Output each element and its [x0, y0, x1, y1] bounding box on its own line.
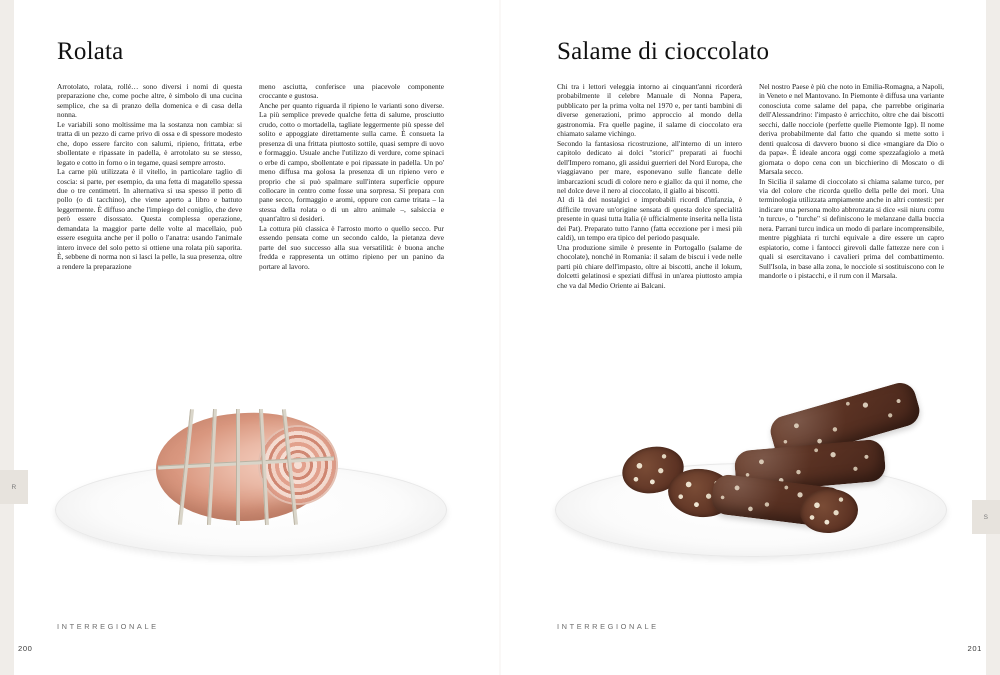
- right-page: [500, 0, 1000, 675]
- paragraph: Secondo la fantasiosa ricostruzione, all'interno di un intero capitolo dedicato ai dolci "storici" preparati ai fuochi dell'Impero romano, gli assidui guerrieri del Nord Europa, che viaggiavano per mare, esponevano sulle fiancate delle imbarcazioni scudi di colore nero e giallo: da qui il nome, che nel dolce deve il nero al cioccolato, il giallo ai biscotti.: [557, 138, 742, 195]
- paragraph: meno asciutta, conferisce una piacevole componente croccante e gustosa.: [259, 82, 444, 101]
- paragraph: Anche per quanto riguarda il ripieno le varianti sono diverse. La più semplice prevede qualche fetta di salume, prosciutto crudo, cotto o mortadella, tagliate leggermente più spesse del solito e appoggiate direttamente sulla carne. È consueta la presenza di una frittata piuttosto sottile, quasi sempre di uovo e formaggio. Usuale anche l'utilizzo di verdure, come spinaci o erbe di campo, sbollentate e poi ripassate in padella. Un po' meno diffusa ma golosa la presenza di un ripieno vero e proprio che si può spalmare sull'intera superficie oppure collocare in centro come fosse una sorpresa. Si prepara con pane secco, formaggio e aromi, oppure con carne tritata – la stessa della rolata o di un altro animale –, salsiccia e quant'altro si desideri.: [259, 100, 444, 224]
- folio-left: 200: [18, 644, 33, 653]
- footer-label-right: INTERREGIONALE: [557, 622, 659, 631]
- paragraph: La cottura più classica è l'arrosto morto o quello secco. Pur essendo pensata come un secondo caldo, la pietanza deve parte del suo successo alla sua versatilità: è buona anche fredda e rappresenta un ottimo ripieno per un panino da portare al lavoro.: [259, 223, 444, 271]
- paragraph: Arrotolato, rolata, rollé… sono diversi i nomi di questa preparazione che, come poche altre, è simbolo di una cucina semplice, che sa di pranzo della domenica e di casa della nonna.: [57, 82, 242, 120]
- salame-di-cioccolato-illustration: [500, 385, 1000, 615]
- paragraph: Nel nostro Paese è più che noto in Emilia-Romagna, a Napoli, in Veneto e nel Mantovano. In Piemonte è diffusa una variante conosciuta come salame del papa, che parrebbe originaria dell'Alessandrino: l'impasto è arricchito, oltre che dai biscotti secchi, dalle nocciole (perfette quelle Piemonte Igp). Il nome deriva probabilmente dal fatto che quando si mette sotto i denti qualcosa di davvero buono si dice «mangiare da Dio o da papa». È ideale ancora oggi come spezzafagiolo a metà giornata o dopo cena con un bicchierino di Moscato o di Marsala secco.: [759, 82, 944, 177]
- left-page-columns: [57, 82, 445, 271]
- book-gutter: [499, 0, 501, 675]
- right-column-1: [557, 82, 742, 290]
- thumb-tab-right: S: [972, 500, 1000, 534]
- footer-label-left: INTERREGIONALE: [57, 622, 159, 631]
- page-title-right: Salame di cioccolato: [557, 38, 770, 65]
- chocolate-salami-slice-3: [799, 487, 860, 535]
- paragraph: Le variabili sono moltissime ma la sostanza non cambia: si tratta di un pezzo di carne privo di ossa e di spessore modesto che, dopo essere farcito con salumi, ripieno, frittata, erbe sbollentate e ripassate in padella, è arrotolato su se stesso, legato e cotto in forno o in tegame, quasi sempre arrosto.: [57, 119, 242, 167]
- paragraph: Una produzione simile è presente in Portogallo (salame de chocolate), nonché in Romania: il salam de biscui i vede nelle parti più chiare dell'impasto, oltre ai biscotti, anche il lokum, dolcetti gelatinosi e speziati diffusi in un'area piuttosto ampia che va dal Medio Oriente ai Balcani.: [557, 242, 742, 290]
- thumb-tab-left: R: [0, 470, 28, 504]
- left-column-1: [57, 82, 242, 271]
- left-column-2: [259, 82, 444, 271]
- folio-right: 201: [967, 644, 982, 653]
- paragraph: La carne più utilizzata è il vitello, in particolare taglio di coscia: si parte, per esempio, da una fetta di magatello spessa due o tre centimetri. In alternativa si usa spesso il petto di pollo (o di tacchino), che viene aperto a libro e battuto leggermente. È diffuso anche l'impiego del coniglio, che deve però essere disossato. Questa complessa operazione, demandata la maggior parte delle volte al macellaio, può essere eseguita anche per il pollo o l'anatra: usando l'animale intero invece del solo petto si ottiene una rolata più saporita. È, sebbene di norma non si lasci la pelle, la sua presenza, oltre a rendere la preparazione: [57, 167, 242, 271]
- paragraph: Chi tra i lettori veleggia intorno ai cinquant'anni ricorderà probabilmente il celebre Manuale di Nonna Papera, pubblicato per la prima volta nel 1970 e, per tanti bambini di diverse generazioni, primo approccio al mondo della gastronomia. Fra quelle pagine, il salame di cioccolato era chiamato salame vichingo.: [557, 82, 742, 139]
- paragraph: In Sicilia il salame di cioccolato si chiama salame turco, per via del colore che ricorda quello della pelle dei mori. Una terminologia utilizzata ampiamente anche in altri contesti: per indicare una persona molto abbronzata si dice «sii niuru comu 'n turcu», o "turche" si definiscono le melanzane dalla buccia nera. Parrani turcu indica un modo di parlare incomprensibile, mentre pigghiata ri turchi equivale a dire essere un capro espiatorio, come i fantocci girevoli dalle fattezze nere con i quali si esercitavano i cavalieri prima del combattimento. Sull'Isola, in base alla zona, le nocciole si sostituiscono con le mandorle o i pistacchi, e il rum con il Marsala.: [759, 176, 944, 281]
- paragraph: Al di là dei nostalgici e improbabili ricordi d'infanzia, è difficile trovare un'origine sensata di questa dolce specialità presente in quasi tutta Italia (è ufficialmente inserita nella lista dei Pat). Preparato tutto l'anno (fatta eccezione per i mesi più caldi), un tempo era tipico del periodo pasquale.: [557, 195, 742, 243]
- pork-roll-shape: [148, 405, 344, 530]
- right-page-columns: [557, 82, 945, 290]
- twine: [236, 409, 240, 525]
- page-title-left: Rolata: [57, 38, 124, 65]
- right-column-2: [759, 82, 944, 290]
- rolata-illustration: [0, 385, 500, 615]
